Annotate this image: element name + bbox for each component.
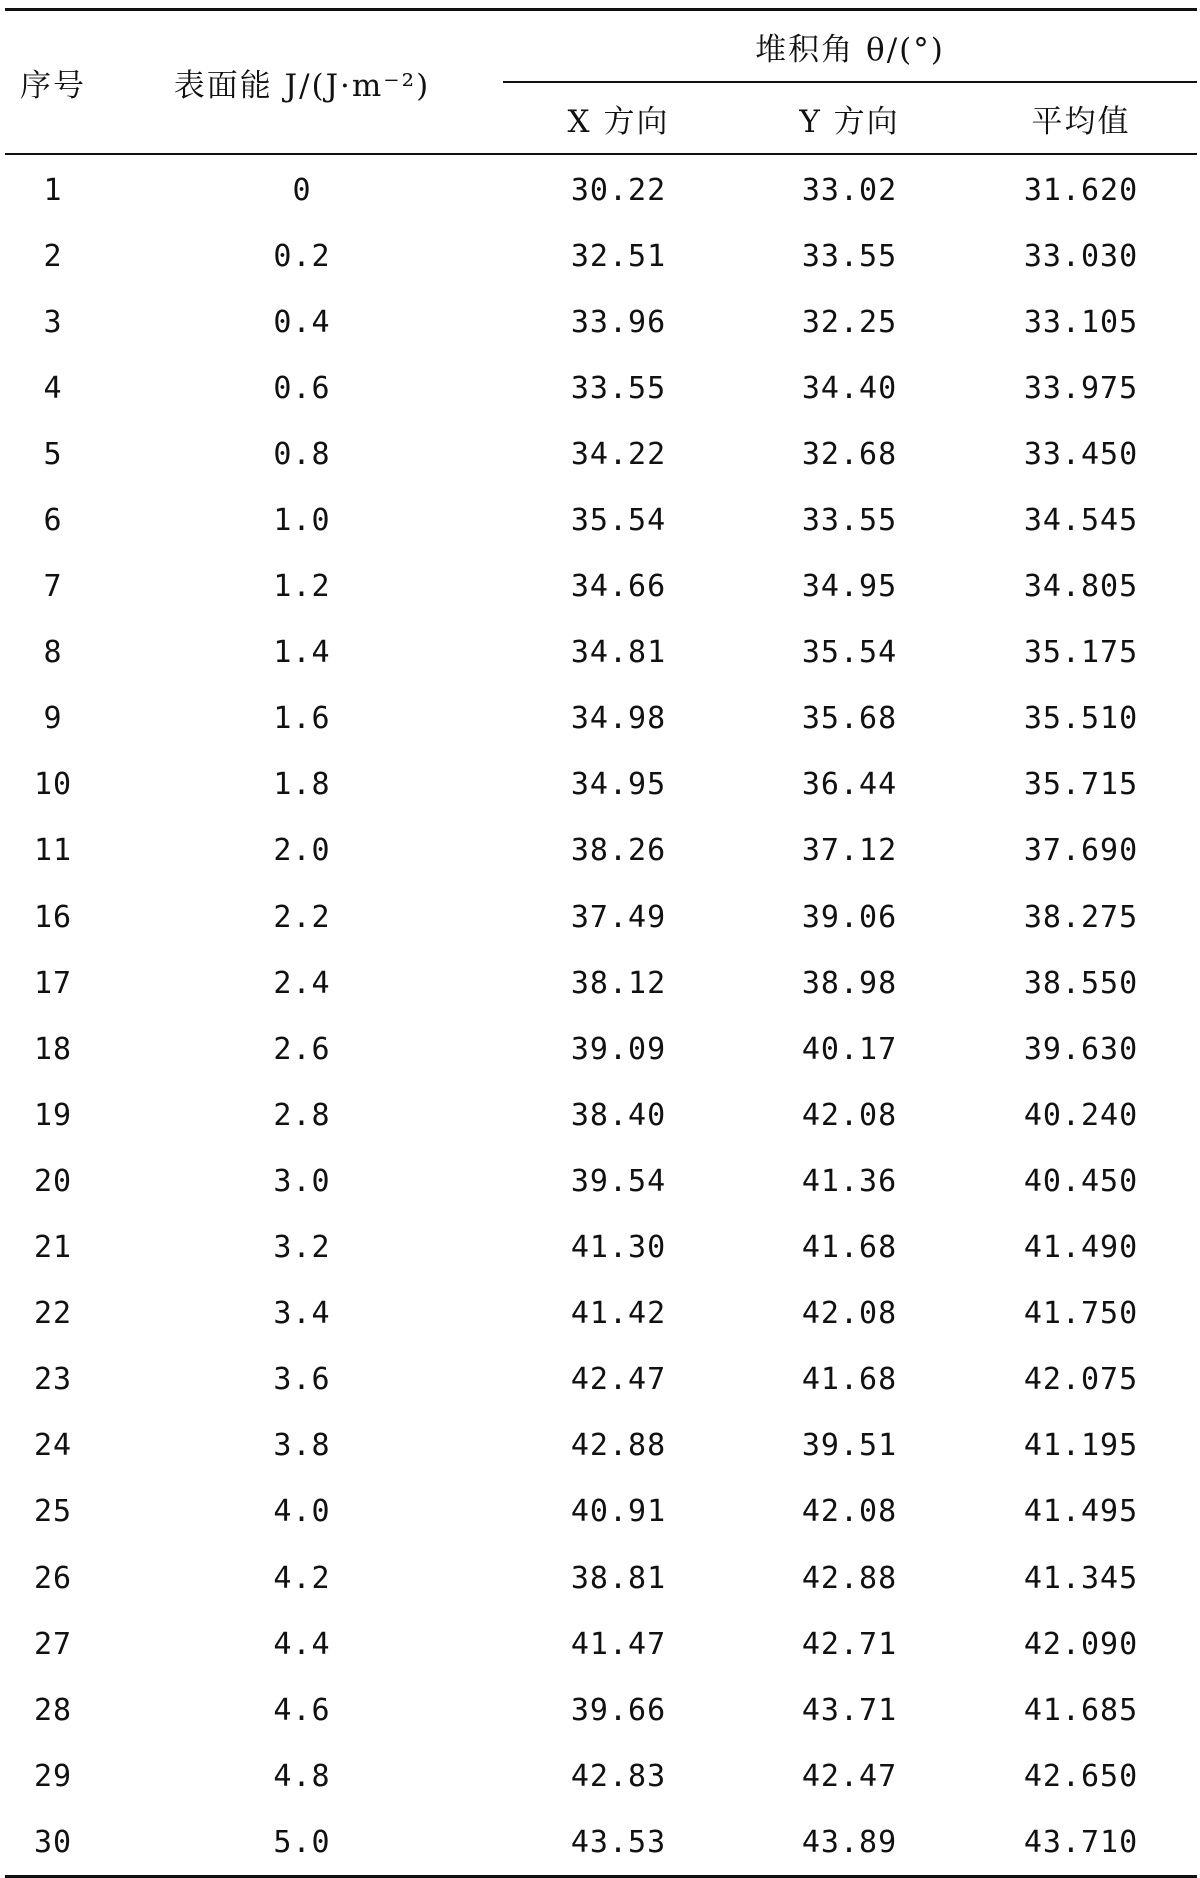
cell-average: 37.690	[1023, 833, 1139, 869]
table-row	[5, 487, 1197, 553]
cell-average: 38.275	[1023, 899, 1139, 935]
cell-y-direction: 32.68	[801, 436, 898, 472]
cell-index: 28	[33, 1692, 73, 1728]
cell-average: 42.650	[1023, 1758, 1139, 1794]
cell-x-direction: 39.09	[570, 1031, 667, 1067]
cell-surface-energy: 0.4	[273, 304, 331, 340]
table-row	[5, 1743, 1197, 1809]
cell-surface-energy: 0.6	[273, 370, 331, 406]
cell-average: 35.715	[1023, 767, 1139, 803]
cell-surface-energy: 3.4	[273, 1296, 331, 1332]
cell-index: 19	[33, 1097, 73, 1133]
cell-y-direction: 41.36	[801, 1163, 898, 1199]
cell-average: 41.750	[1023, 1296, 1139, 1332]
cell-x-direction: 40.91	[570, 1494, 667, 1530]
cell-x-direction: 42.47	[570, 1362, 667, 1398]
cell-index: 16	[33, 899, 73, 935]
cell-index: 11	[33, 833, 73, 869]
cell-index: 4	[43, 370, 63, 406]
cell-x-direction: 30.22	[570, 172, 667, 208]
cell-y-direction: 42.08	[801, 1097, 898, 1133]
table-row	[5, 752, 1197, 818]
cell-surface-energy: 2.2	[273, 899, 331, 935]
cell-surface-energy: 4.6	[273, 1692, 331, 1728]
table-row	[5, 1016, 1197, 1082]
table-row	[5, 1809, 1197, 1877]
cell-x-direction: 43.53	[503, 1809, 734, 1877]
cell-x-direction: 34.66	[570, 569, 667, 605]
cell-index: 27	[33, 1626, 73, 1662]
cell-surface-energy: 0	[292, 172, 312, 208]
cell-average: 42.075	[1023, 1362, 1139, 1398]
header-index: 序号	[5, 10, 101, 155]
cell-average: 38.550	[1023, 965, 1139, 1001]
cell-average: 33.105	[1023, 304, 1139, 340]
cell-index: 29	[33, 1758, 73, 1794]
cell-y-direction: 36.44	[801, 767, 898, 803]
cell-y-direction: 35.54	[801, 635, 898, 671]
cell-x-direction: 42.83	[570, 1758, 667, 1794]
cell-average: 33.450	[1023, 436, 1139, 472]
cell-average: 40.240	[1023, 1097, 1139, 1133]
cell-surface-energy: 1.6	[273, 701, 331, 737]
cell-y-direction: 34.95	[801, 569, 898, 605]
cell-surface-energy: 2.8	[273, 1097, 331, 1133]
cell-x-direction: 39.66	[570, 1692, 667, 1728]
cell-x-direction: 41.42	[570, 1296, 667, 1332]
cell-x-direction: 37.49	[570, 899, 667, 935]
cell-y-direction: 33.02	[801, 172, 898, 208]
cell-x-direction: 34.81	[570, 635, 667, 671]
cell-surface-energy: 4.8	[273, 1758, 331, 1794]
table-row	[5, 421, 1197, 487]
cell-x-direction: 38.40	[570, 1097, 667, 1133]
cell-x-direction: 34.22	[570, 436, 667, 472]
cell-x-direction: 32.51	[570, 238, 667, 274]
cell-surface-energy: 4.4	[273, 1626, 331, 1662]
table-row	[5, 355, 1197, 421]
header-y-direction: Y 方向	[734, 82, 965, 154]
cell-average: 41.195	[1023, 1428, 1139, 1464]
table-row	[5, 1347, 1197, 1413]
cell-index: 22	[33, 1296, 73, 1332]
cell-average: 34.805	[1023, 569, 1139, 605]
cell-index: 25	[33, 1494, 73, 1530]
cell-index: 26	[33, 1560, 73, 1596]
header-repose-angle-group: 堆积角 θ/(°)	[503, 10, 1197, 83]
table-row	[5, 154, 1197, 223]
cell-average: 41.490	[1023, 1230, 1139, 1266]
table-row	[5, 818, 1197, 884]
cell-surface-energy: 4.0	[273, 1494, 331, 1530]
table-row	[5, 1413, 1197, 1479]
table-row	[5, 289, 1197, 355]
cell-x-direction: 38.26	[570, 833, 667, 869]
cell-index: 8	[43, 635, 63, 671]
cell-y-direction: 32.25	[801, 304, 898, 340]
cell-average: 39.630	[1023, 1031, 1139, 1067]
cell-average: 34.545	[1023, 503, 1139, 539]
cell-index: 10	[33, 767, 73, 803]
cell-y-direction: 43.89	[734, 1809, 965, 1877]
cell-average: 43.710	[965, 1809, 1197, 1877]
cell-y-direction: 33.55	[801, 503, 898, 539]
table-row	[5, 950, 1197, 1016]
cell-average: 40.450	[1023, 1163, 1139, 1199]
cell-y-direction: 42.08	[801, 1494, 898, 1530]
cell-surface-energy: 0.2	[273, 238, 331, 274]
table-row	[5, 223, 1197, 289]
cell-surface-energy: 3.6	[273, 1362, 331, 1398]
table-row	[5, 1082, 1197, 1148]
cell-y-direction: 33.55	[801, 238, 898, 274]
table-row	[5, 1479, 1197, 1545]
cell-x-direction: 39.54	[570, 1163, 667, 1199]
cell-index: 18	[33, 1031, 73, 1067]
cell-y-direction: 39.06	[801, 899, 898, 935]
table-row	[5, 1611, 1197, 1677]
cell-x-direction: 42.88	[570, 1428, 667, 1464]
cell-index: 2	[43, 238, 63, 274]
cell-average: 41.345	[1023, 1560, 1139, 1596]
cell-x-direction: 34.95	[570, 767, 667, 803]
cell-index: 20	[33, 1163, 73, 1199]
table-row	[5, 1148, 1197, 1214]
cell-surface-energy: 3.0	[273, 1163, 331, 1199]
cell-y-direction: 37.12	[801, 833, 898, 869]
cell-x-direction: 41.47	[570, 1626, 667, 1662]
cell-x-direction: 34.98	[570, 701, 667, 737]
cell-y-direction: 35.68	[801, 701, 898, 737]
cell-surface-energy: 3.2	[273, 1230, 331, 1266]
table-header	[5, 10, 1197, 155]
cell-index: 9	[43, 701, 63, 737]
cell-x-direction: 33.55	[570, 370, 667, 406]
cell-y-direction: 39.51	[801, 1428, 898, 1464]
cell-surface-energy: 1.0	[273, 503, 331, 539]
cell-x-direction: 33.96	[570, 304, 667, 340]
cell-y-direction: 41.68	[801, 1362, 898, 1398]
table-row	[5, 554, 1197, 620]
cell-average: 31.620	[1023, 172, 1139, 208]
header-average: 平均值	[965, 82, 1197, 154]
cell-surface-energy: 3.8	[273, 1428, 331, 1464]
cell-y-direction: 34.40	[801, 370, 898, 406]
cell-average: 41.495	[1023, 1494, 1139, 1530]
cell-y-direction: 42.47	[801, 1758, 898, 1794]
cell-x-direction: 38.81	[570, 1560, 667, 1596]
cell-index: 21	[33, 1230, 73, 1266]
cell-index: 17	[33, 965, 73, 1001]
cell-index: 5	[43, 436, 63, 472]
table-row	[5, 1281, 1197, 1347]
cell-surface-energy: 1.2	[273, 569, 331, 605]
table-row	[5, 884, 1197, 950]
table-row	[5, 1215, 1197, 1281]
cell-index: 30	[5, 1809, 101, 1877]
header-surface-energy: 表面能 J/(J·m⁻²)	[101, 10, 503, 155]
data-table-container	[5, 8, 1197, 1878]
cell-surface-energy: 5.0	[101, 1809, 503, 1877]
cell-surface-energy: 1.4	[273, 635, 331, 671]
cell-y-direction: 42.88	[801, 1560, 898, 1596]
cell-x-direction: 35.54	[570, 503, 667, 539]
cell-x-direction: 41.30	[570, 1230, 667, 1266]
cell-index: 23	[33, 1362, 73, 1398]
cell-average: 42.090	[1023, 1626, 1139, 1662]
cell-y-direction: 40.17	[801, 1031, 898, 1067]
header-x-direction: X 方向	[503, 82, 734, 154]
cell-x-direction: 38.12	[570, 965, 667, 1001]
table-body	[5, 154, 1197, 1877]
table-row	[5, 620, 1197, 686]
cell-y-direction: 38.98	[801, 965, 898, 1001]
cell-surface-energy: 2.6	[273, 1031, 331, 1067]
cell-surface-energy: 2.4	[273, 965, 331, 1001]
cell-y-direction: 43.71	[801, 1692, 898, 1728]
cell-surface-energy: 1.8	[273, 767, 331, 803]
cell-surface-energy: 0.8	[273, 436, 331, 472]
cell-index: 6	[43, 503, 63, 539]
cell-index: 7	[43, 569, 63, 605]
cell-y-direction: 42.08	[801, 1296, 898, 1332]
cell-average: 35.175	[1023, 635, 1139, 671]
cell-average: 33.030	[1023, 238, 1139, 274]
data-table	[5, 8, 1197, 1878]
cell-index: 1	[43, 172, 63, 208]
cell-average: 33.975	[1023, 370, 1139, 406]
cell-surface-energy: 4.2	[273, 1560, 331, 1596]
table-row	[5, 686, 1197, 752]
cell-average: 41.685	[1023, 1692, 1139, 1728]
cell-average: 35.510	[1023, 701, 1139, 737]
cell-index: 24	[33, 1428, 73, 1464]
cell-index: 3	[43, 304, 63, 340]
cell-y-direction: 42.71	[801, 1626, 898, 1662]
cell-y-direction: 41.68	[801, 1230, 898, 1266]
table-row	[5, 1545, 1197, 1611]
cell-surface-energy: 2.0	[273, 833, 331, 869]
table-row	[5, 1677, 1197, 1743]
